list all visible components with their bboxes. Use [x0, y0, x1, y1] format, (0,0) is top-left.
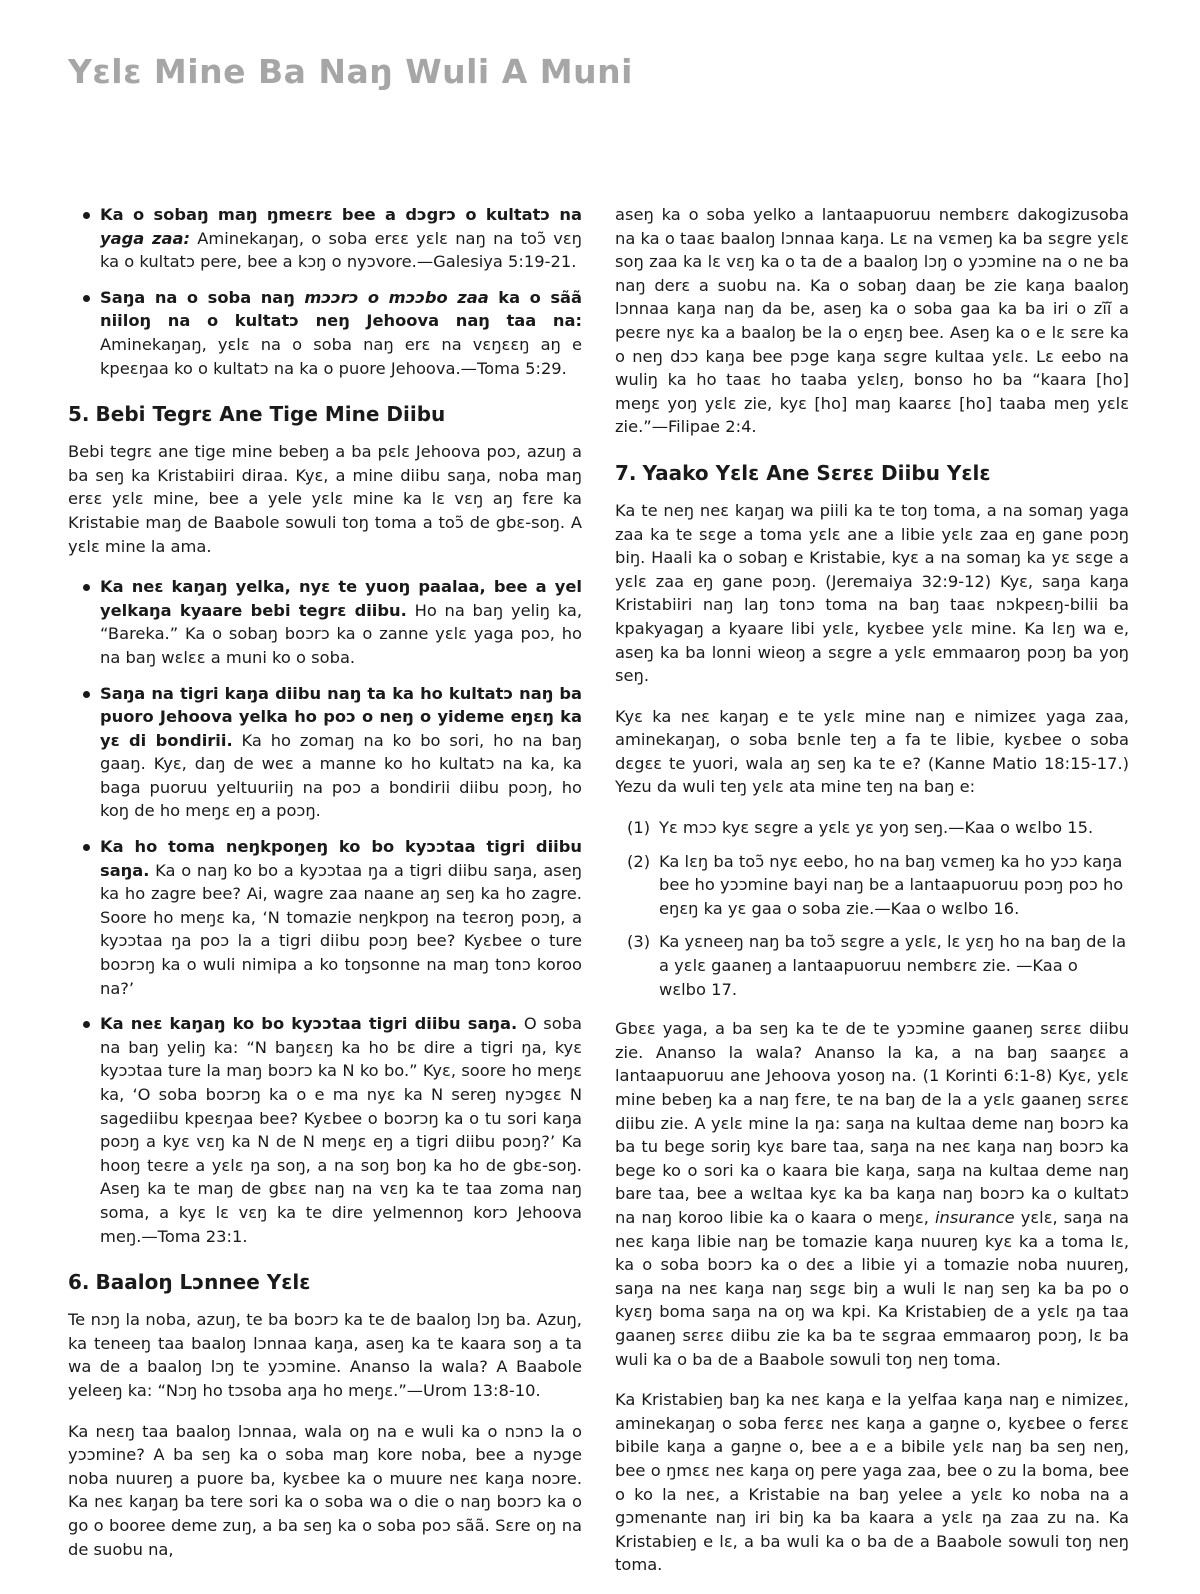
list-item — [627, 930, 1129, 1001]
bullet-lead: Ka o sobaŋ maŋ ŋmeɛrɛ bee a dɔgrɔ o kultatɔ na — [100, 205, 582, 224]
steps-list — [615, 816, 1129, 1001]
paragraph-text-cont: yɛlɛ, saŋa na neɛ kaŋa libie naŋ be tomazie kaŋa nuureŋ kyɛ ka a toma lɛ, ka o soba boɔrɔ ka o deɛ a libie yi a tomazie noba nuureŋ, saŋa na neɛ kaŋa naŋ sɛgɛ biŋ a wuli lɛ naŋ seŋ ka ba po o kyɛŋ boma saŋa na oŋ wa kpi. Ka Kristabieŋ de a yɛlɛ ŋa taa gaaneŋ sɛrɛɛ diibu zie ka ba te sɛgraa emmaaroŋ poɔŋ, lɛ ba wuli ka o ba de a Baabole sowuli toŋ neŋ toma. — [615, 1207, 1129, 1369]
step-text: Ka lɛŋ ba toɔ̃ nyɛ eebo, ho na baŋ vɛmeŋ ka ho yɔɔ kaŋa bee ho yɔɔmine bayi naŋ be a lantaapuoruu poɔŋ poɔ ho eŋɛŋ ka yɛ gaa o soba zie.—Kaa o wɛlbo 16. — [659, 851, 1124, 918]
section-6-paragraph-1: Te nɔŋ la noba, azuŋ, te ba boɔrɔ ka te de baaloŋ lɔŋ ba. Azuŋ, ka teneeŋ taa baaloŋ lɔnnaa kaŋa, aseŋ ka te kaara soŋ a ta wa de a baaloŋ lɔŋ te yɔɔmine. Ananso la wala? A Baabole yeleeŋ ka: “Nɔŋ ho tɔsoba aŋa ho meŋɛ.”—Urom 13:8-10. — [68, 1310, 582, 1400]
page-title: Yɛlɛ Mine Ba Naŋ Wuli A Muni — [68, 52, 633, 91]
section-7-paragraph-2: Kyɛ ka neɛ kaŋaŋ e te yɛlɛ mine naŋ e nimizeɛ yaga zaa, aminekaŋaŋ, o soba bɛnle teŋ a fa te libie, kyɛbee o soba dɛgɛɛ te yuori, wala aŋ seŋ ka te e? (Kanne Matio 18:15-17.) Yezu da wuli teŋ yɛlɛ ata mine teŋ na baŋ e: — [615, 706, 1129, 797]
bullet-lead: Saŋa na o soba naŋ — [100, 287, 305, 307]
step-number: (1) — [627, 818, 651, 838]
bullet-list-top — [68, 203, 582, 380]
list-item — [80, 682, 582, 824]
section-heading-7 — [615, 459, 1129, 487]
bullet-text: Ho na baŋ yeliŋ ka, “Bareka.” Ka o sobaŋ boɔrɔ ka o zanne yɛlɛ yaga poɔ, ho na baŋ wɛlɛɛ a muni ko o soba. — [100, 600, 582, 667]
section-title: Baaloŋ Lɔnnee Yɛlɛ — [95, 1270, 311, 1295]
section-number: 5. — [68, 402, 90, 427]
bullet-text: O soba na baŋ yeliŋ ka: “N baŋɛɛŋ ka ho bɛ dire a tigri ŋa, kyɛ kyɔɔtaa ture la maŋ boɔrɔ ka N ko bo.” Kyɛ, soore ho meŋɛ ka, ‘O soba boɔrɔŋ ka o e ma nyɛ ka N sereŋ nyɔgɛɛ N sagediibu kpeɛŋaa bee? Kyɛbee o boɔrɔŋ ka o tu sori kaŋa poɔŋ a kyɛ vɛŋ ka N de N meŋɛ eŋ a tigri diibu poɔŋ?’ Ka hooŋ teɛre a yɛlɛ ŋa soŋ, a na soŋ boŋ ka ho de gbɛ-soŋ. Aseŋ ka te maŋ de gbɛɛ naŋ na vɛŋ ka te taa zoma naŋ soma, a kyɛ lɛ vɛŋ ka te dire yelmennoŋ korɔ Jehoova meŋ.—Toma 23:1. — [100, 1014, 583, 1246]
list-item — [80, 203, 582, 274]
bullet-list-section-5 — [68, 575, 582, 1248]
bullet-lead: Ka neɛ kaŋaŋ yelka, nyɛ te yuoŋ paalaa, bee a yel yelkaŋa kyaare bebi tegrɛ diibu. — [100, 577, 582, 620]
list-item — [627, 850, 1129, 921]
bullet-text: Aminekaŋaŋ, yɛlɛ na o soba naŋ erɛ na vɛŋɛɛŋ aŋ e kpeɛŋaa ko o kultatɔ na ka o puore Jehoova.—Toma 5:29. — [100, 334, 582, 378]
left-column — [68, 203, 582, 1578]
step-text: Ka yɛneeŋ naŋ ba toɔ̃ sɛgre a yɛlɛ, lɛ yɛŋ ho na baŋ de la a yɛlɛ gaaneŋ a lantaapuoruu nembɛrɛ zie. —Kaa o wɛlbo 17. — [659, 932, 1127, 999]
paragraph-text: Gbɛɛ yaga, a ba seŋ ka te de te yɔɔmine gaaneŋ sɛrɛɛ diibu zie. Ananso la wala? Ananso la ka, a na baŋ saaŋɛɛ a lantaapuoruu ane Jehoova yosoŋ na. (1 Korinti 6:1-8) Kyɛ, yɛlɛ mine bebeŋ ka a naŋ fɛre, te na baŋ de la a yɛlɛ gaaneŋ sɛrɛɛ diibu zie. A yɛlɛ mine la ŋa: saŋa na kultaa deme naŋ boɔrɔ ka ba tu bege soriŋ kyɛ bare taa, saŋa na neɛ kaŋa naŋ boɔrɔ ka bege ko o sori ka o kaara bie kaŋa, saŋa na kultaa deme naŋ bare taa, bee a wɛltaa kyɛ ka ba kaŋa naŋ boɔrɔ ka o kultatɔ na naŋ koroo libie ka o kaara o meŋɛ, — [615, 1019, 1129, 1227]
bullet-text: Aminekaŋaŋ, o soba erɛɛ yɛlɛ naŋ na toɔ̃ vɛŋ ka o kultatɔ pere, bee a kɔŋ o nyɔvore.—Galesiya 5:19-21. — [100, 228, 582, 272]
bullet-lead-italic: mɔɔrɔ o mɔɔbo zaa — [304, 287, 489, 307]
section-7-paragraph-3 — [615, 1017, 1129, 1371]
section-title: Bebi Tegrɛ Ane Tige Mine Diibu — [95, 402, 446, 427]
section-heading-6 — [68, 1268, 582, 1296]
continued-paragraph: aseŋ ka o soba yelko a lantaapuoruu nembɛrɛ dakogizusoba na ka o taaɛ baaloŋ lɔnnaa kaŋa. Lɛ na vɛmeŋ ka ba sɛgre yɛlɛ soŋ zaa ka lɛ vɛŋ ka o ta de a baaloŋ lɔŋ o yɔɔmine na o ne ba naŋ derɛ a suobu na. Ka o sobaŋ daaŋ be zie kaŋa baaloŋ lɔnnaa kaŋa naŋ da be, aseŋ ka o soba gaa ka ba iri o zĩĩ a peɛre nyɛ ka a baaloŋ be la o eŋɛŋ bee. Aseŋ ka o e lɛ sɛre ka o neŋ dɔɔ kaŋa bee pɔge kaŋa sɛgre kultaa yɛlɛ. Lɛ eebo na wuliŋ ka ho taaɛ ho taaba yɛlɛŋ, bonso ho ba “kaara [ho] meŋɛ yoŋ yɛlɛ zie, kyɛ [ho] maŋ kaarɛɛ [ho] taaba meŋ yɛlɛ zie.”—Filipae 2:4. — [615, 205, 1129, 437]
bullet-lead-cont: ka o sãã niiloŋ na o kultatɔ neŋ Jehoova naŋ taa na: — [100, 287, 582, 331]
list-item — [80, 575, 582, 669]
section-7-paragraph-1: Ka te neŋ neɛ kaŋaŋ wa piili ka te toŋ toma, a na somaŋ yaga zaa ka te sɛge a toma yɛlɛ ane a libie yɛlɛ zaa eŋ gane poɔŋ biŋ. Haali ka o sobaŋ e Kristabie, kyɛ a na somaŋ ka yɛ sɛge a yɛlɛ zaa eŋ gane poɔŋ. (Jeremaiya 32:9-12) Kyɛ, saŋa kaŋa Kristabiiri naŋ laŋ tonɔ toma na baŋ taaɛ nɔkpeɛŋ-bilii ba kpakyagaŋ a kyaare libi yɛlɛ, kyɛbee yɛlɛ mine. Ka lɛŋ wa e, aseŋ ka ba lonni wieoŋ a sɛgre a yɛlɛ emmaaroŋ poɔŋ ba yoŋ seŋ. — [615, 500, 1129, 686]
bullet-lead: Ka neɛ kaŋaŋ ko bo kyɔɔtaa tigri diibu saŋa. — [100, 1014, 518, 1034]
list-item — [627, 816, 1129, 840]
bullet-text: Ka o naŋ ko bo a kyɔɔtaa ŋa a tigri diibu saŋa, aseŋ ka ho zagre bee? Ai, wagre zaa naane aŋ seŋ ka ho zagre. Soore ho meŋɛ ka, ‘N tomazie neŋkpoŋ na teɛroŋ poɔŋ, a kyɔɔtaa ŋa poɔ la a tigri diibu poɔŋ bee? Kyɛbee o ture boɔrɔŋ ka o wuli nimipa a ko toŋsonne na maŋ tonɔ koroo na?’ — [100, 860, 582, 998]
section-number: 6. — [68, 1270, 90, 1295]
list-item — [80, 1012, 582, 1248]
section-number: 7. — [615, 460, 637, 485]
bullet-text: Ka ho zomaŋ na ko bo sori, ho na baŋ gaaŋ. Kyɛ, daŋ de weɛ a manne ko ho kultatɔ na ka, ka baga puoruu yeltuuriiŋ na poɔ a bondirii diibu poɔŋ, ho koŋ de ho meŋɛ eŋ a poɔŋ. — [100, 730, 582, 821]
italic-term: insurance — [935, 1207, 1015, 1227]
list-item — [80, 835, 582, 1000]
section-6-paragraph-2: Ka neɛŋ taa baaloŋ lɔnnaa, wala oŋ na e wuli ka o nɔnɔ la o yɔɔmine? A ba seŋ ka o soba maŋ kore noba, bee a nyɔge noba nuureŋ a puore ba, kyɛbee ka o muure neɛ kaŋa noɔre. Ka neɛ kaŋaŋ ba tere sori ka o soba wa o die o naŋ boɔrɔ ka o go o booree deme zuŋ, a ba seŋ ka o soba poɔ sãã. Sɛre oŋ na de suobu na, — [68, 1421, 582, 1559]
bullet-lead: Ka ho toma neŋkpoŋeŋ ko bo kyɔɔtaa tigri diibu saŋa. — [100, 837, 582, 880]
section-title: Yaako Yɛlɛ Ane Sɛrɛɛ Diibu Yɛlɛ — [642, 460, 991, 485]
right-column — [615, 203, 1129, 1594]
bullet-lead-italic: yaga zaa: — [100, 228, 190, 248]
step-number: (3) — [627, 932, 651, 952]
list-item — [80, 286, 582, 380]
section-5-intro: Bebi tegrɛ ane tige mine bebeŋ a ba pɛlɛ Jehoova poɔ, azuŋ a ba seŋ ka Kristabiiri diraa. Kyɛ, a mine diibu saŋa, noba maŋ erɛɛ yɛlɛ mine, bee a yele yɛlɛ mine ka lɛ vɛŋ aŋ fɛre ka Kristabie maŋ de Baabole sowuli toŋ toma a toɔ̃ de gbɛ-soŋ. A yɛlɛ mine la ama. — [68, 442, 582, 556]
step-text: Yɛ mɔɔ kyɛ sɛgre a yɛlɛ yɛ yoŋ seŋ.—Kaa o wɛlbo 15. — [659, 818, 1094, 838]
section-heading-5 — [68, 400, 582, 428]
bullet-lead: Saŋa na tigri kaŋa diibu naŋ ta ka ho kultatɔ naŋ ba puoro Jehoova yelka ho poɔ o neŋ o yideme eŋɛŋ ka yɛ di bondirii. — [100, 683, 582, 750]
step-number: (2) — [627, 851, 651, 871]
section-7-paragraph-4: Ka Kristabieŋ baŋ ka neɛ kaŋa e la yelfaa kaŋa naŋ e nimizeɛ, aminekaŋaŋ o soba ferɛɛ neɛ kaŋa a gaŋne o, kyɛbee o ferɛɛ bibile kaŋa a gaŋne o, bee a e a bibile yɛlɛ naŋ ba seŋ neŋ, bee o ŋmɛɛ neɛ kaŋa oŋ pere yaga zaa, bee o zu la boma, bee o ko la neɛ, a Kristabie na baŋ yelee a yɛlɛ ko noba na a gɔmenante naŋ iri biŋ ka ba kaara a yɛlɛ ŋa zaa zu na. Ka Kristabieŋ e lɛ, a ba wuli ka o ba de a Baabole sowuli toŋ neŋ toma. — [615, 1390, 1129, 1575]
